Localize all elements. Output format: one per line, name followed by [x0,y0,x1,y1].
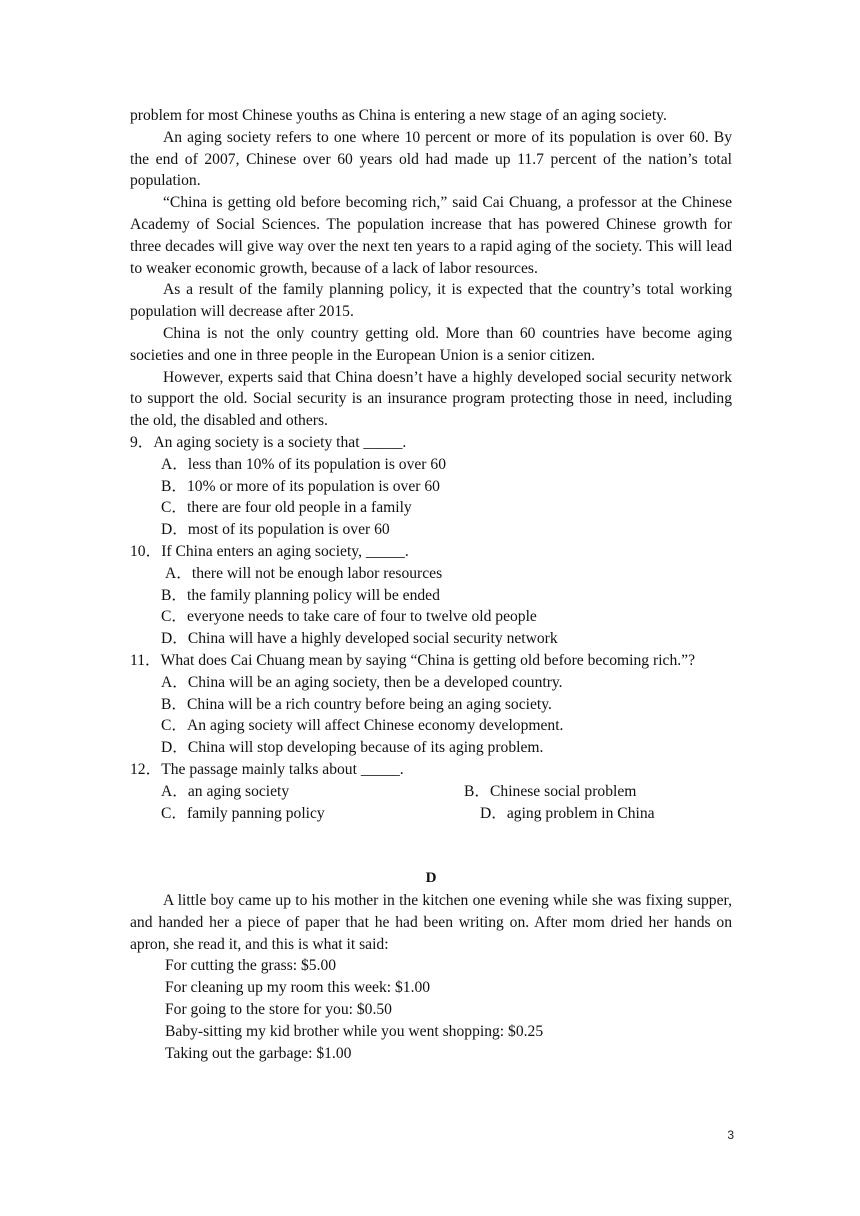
list-item: For cutting the grass: $5.00 [165,957,337,975]
question-9 [130,432,732,541]
question-stem: 9．An aging society is a society that _____. [130,433,407,451]
option-b: B．China will be a rich country before being an aging society. [161,695,552,713]
question-stem: 11．What does Cai Chuang mean by saying “China is getting old before becoming rich.”? [130,651,695,669]
option-a: A．China will be an aging society, then be a developed country. [161,673,563,691]
page-number: 3 [727,1128,734,1142]
list-item: For going to the store for you: $0.50 [165,1001,392,1019]
paragraph: However, experts said that China doesn’t have a highly developed social security network to support the old. Social security is an insurance program protecting those in need, including the old, the disabled and others. [130,368,732,430]
paragraph: A little boy came up to his mother in the kitchen one evening while she was fixing supper, and handed her a piece of paper that he had been writing on. After mom dried her hands on apron, she read it, and this is what it said: [130,892,732,953]
question-10 [130,541,732,650]
option-d: D．China will have a highly developed social security network [161,630,558,648]
option-c: C．An aging society will affect Chinese economy development. [161,717,564,735]
passage-d [130,868,732,1064]
option-b: B．Chinese social problem [464,782,637,800]
list-item: Taking out the garbage: $1.00 [165,1044,352,1062]
question-11 [130,650,732,759]
list-item: Baby-sitting my kid brother while you went shopping: $0.25 [165,1022,544,1040]
paragraph: problem for most Chinese youths as China is entering a new stage of an aging society. [130,107,667,124]
option-d: D．aging problem in China [480,804,655,822]
option-d: D．most of its population is over 60 [161,521,390,539]
option-row [130,781,732,803]
question-stem: 10．If China enters an aging society, _____. [130,542,409,560]
option-a: A．an aging society [161,782,290,800]
option-row [130,803,732,825]
question-12 [130,759,732,824]
option-a: A．there will not be enough labor resources [165,564,443,582]
passage-c [130,105,732,432]
section-title: D [425,870,437,887]
page-content [130,105,732,1064]
option-b: B．10% or more of its population is over 60 [161,477,440,495]
paragraph: An aging society refers to one where 10 percent or more of its population is over 60. By the end of 2007, Chinese over 60 years old had made up 11.7 percent of the nation’s total population. [130,128,732,190]
list-item: For cleaning up my room this week: $1.00 [165,979,431,997]
paragraph: China is not the only country getting old. More than 60 countries have become aging societies and one in three people in the European Union is a senior citizen. [130,324,732,364]
option-d: D．China will stop developing because of its aging problem. [161,739,544,757]
question-stem: 12．The passage mainly talks about _____. [130,760,404,778]
option-b: B．the family planning policy will be ended [161,586,440,604]
option-a: A．less than 10% of its population is over 60 [161,455,446,473]
option-c: C．everyone needs to take care of four to twelve old people [161,608,537,626]
option-c: C．family panning policy [161,804,325,822]
option-c: C．there are four old people in a family [161,499,412,517]
paragraph: As a result of the family planning policy, it is expected that the country’s total working population will decrease after 2015. [130,281,732,321]
paragraph: “China is getting old before becoming rich,” said Cai Chuang, a professor at the Chinese Academy of Social Sciences. The population increase that has powered Chinese growth for three decades will give way over the next ten years to a rapid aging of the society. This will lead to weaker economic growth, because of a lack of labor resources. [130,194,732,277]
